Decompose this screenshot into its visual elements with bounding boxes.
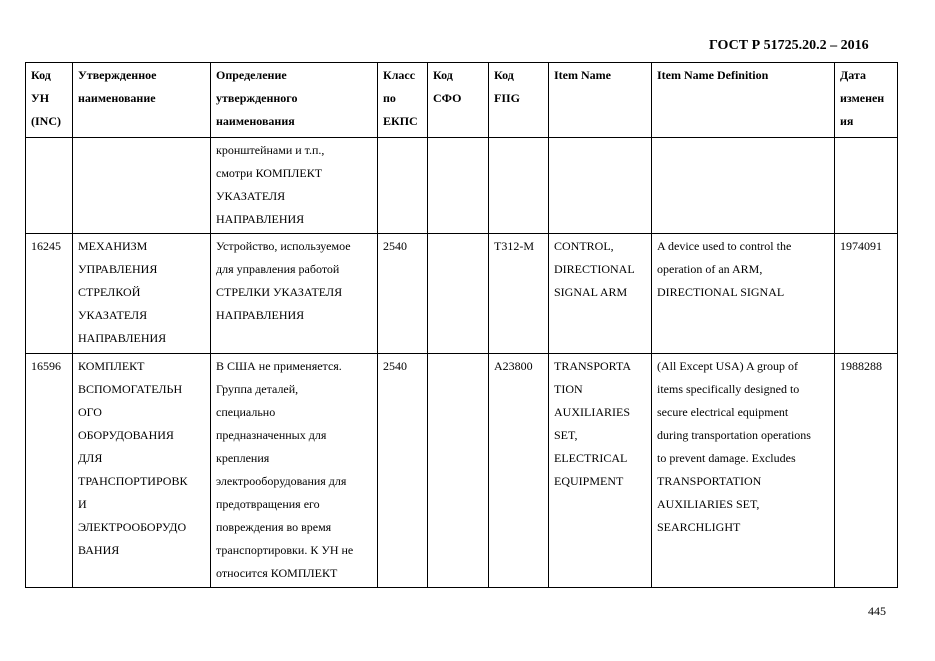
page-number: 445: [868, 604, 886, 618]
table-row: [26, 354, 898, 588]
table-cell: 16596: [26, 354, 73, 588]
table-row: [26, 138, 898, 234]
header-item-name-definition: Item Name Definition: [652, 63, 835, 138]
document-code: ГОСТ Р 51725.20.2 – 2016: [709, 38, 869, 53]
table-cell: A device used to control the operation of an ARM, DIRECTIONAL SIGNAL: [652, 234, 835, 354]
table-cell: 2540: [378, 354, 428, 588]
table-cell: кронштейнами и т.п., смотри КОМПЛЕКТ УКАЗАТЕЛЯ НАПРАВЛЕНИЯ: [211, 138, 378, 234]
header-class-ekps: Класс по ЕКПС: [378, 63, 428, 138]
header-inc-code: Код УН (INC): [26, 63, 73, 138]
table-row: [26, 234, 898, 354]
table-cell: МЕХАНИЗМ УПРАВЛЕНИЯ СТРЕЛКОЙ УКАЗАТЕЛЯ НАПРАВЛЕНИЯ: [73, 234, 211, 354]
table-cell: В США не применяется. Группа деталей, специально предназначенных для крепления электрооборудования для предотвращения его повреждения во время транспортировки. К УН не относится КОМПЛЕКТ: [211, 354, 378, 588]
table-cell: [428, 354, 489, 588]
table-cell: TRANSPORTA TION AUXILIARIES SET, ELECTRICAL EQUIPMENT: [549, 354, 652, 588]
catalog-table: [25, 62, 898, 588]
table-cell: [26, 138, 73, 234]
table-cell: 1988288: [835, 354, 898, 588]
table-cell: 1974091: [835, 234, 898, 354]
table-cell: (All Except USA) A group of items specifically designed to secure electrical equipment during transportation operations to prevent damage. Excludes TRANSPORTATION AUXILIARIES SET, SEARCHLIGHT: [652, 354, 835, 588]
table-cell: КОМПЛЕКТ ВСПОМОГАТЕЛЬН ОГО ОБОРУДОВАНИЯ ДЛЯ ТРАНСПОРТИРОВК И ЭЛЕКТРООБОРУДО ВАНИЯ: [73, 354, 211, 588]
table-cell: [73, 138, 211, 234]
header-item-name: Item Name: [549, 63, 652, 138]
table-cell: CONTROL, DIRECTIONAL SIGNAL ARM: [549, 234, 652, 354]
table-cell: [835, 138, 898, 234]
header-change-date: Дата изменен ия: [835, 63, 898, 138]
table-cell: T312-M: [489, 234, 549, 354]
table-cell: [428, 234, 489, 354]
header-fiig-code: Код FIIG: [489, 63, 549, 138]
header-name-definition: Определение утвержденного наименования: [211, 63, 378, 138]
table-cell: [378, 138, 428, 234]
table-cell: A23800: [489, 354, 549, 588]
table-header-row: [26, 63, 898, 138]
table-cell: Устройство, используемое для управления работой СТРЕЛКИ УКАЗАТЕЛЯ НАПРАВЛЕНИЯ: [211, 234, 378, 354]
table-cell: [652, 138, 835, 234]
table-cell: [549, 138, 652, 234]
table-cell: [428, 138, 489, 234]
table-cell: 2540: [378, 234, 428, 354]
header-sfo-code: Код СФО: [428, 63, 489, 138]
header-approved-name: Утвержденное наименование: [73, 63, 211, 138]
table-cell: 16245: [26, 234, 73, 354]
table-cell: [489, 138, 549, 234]
